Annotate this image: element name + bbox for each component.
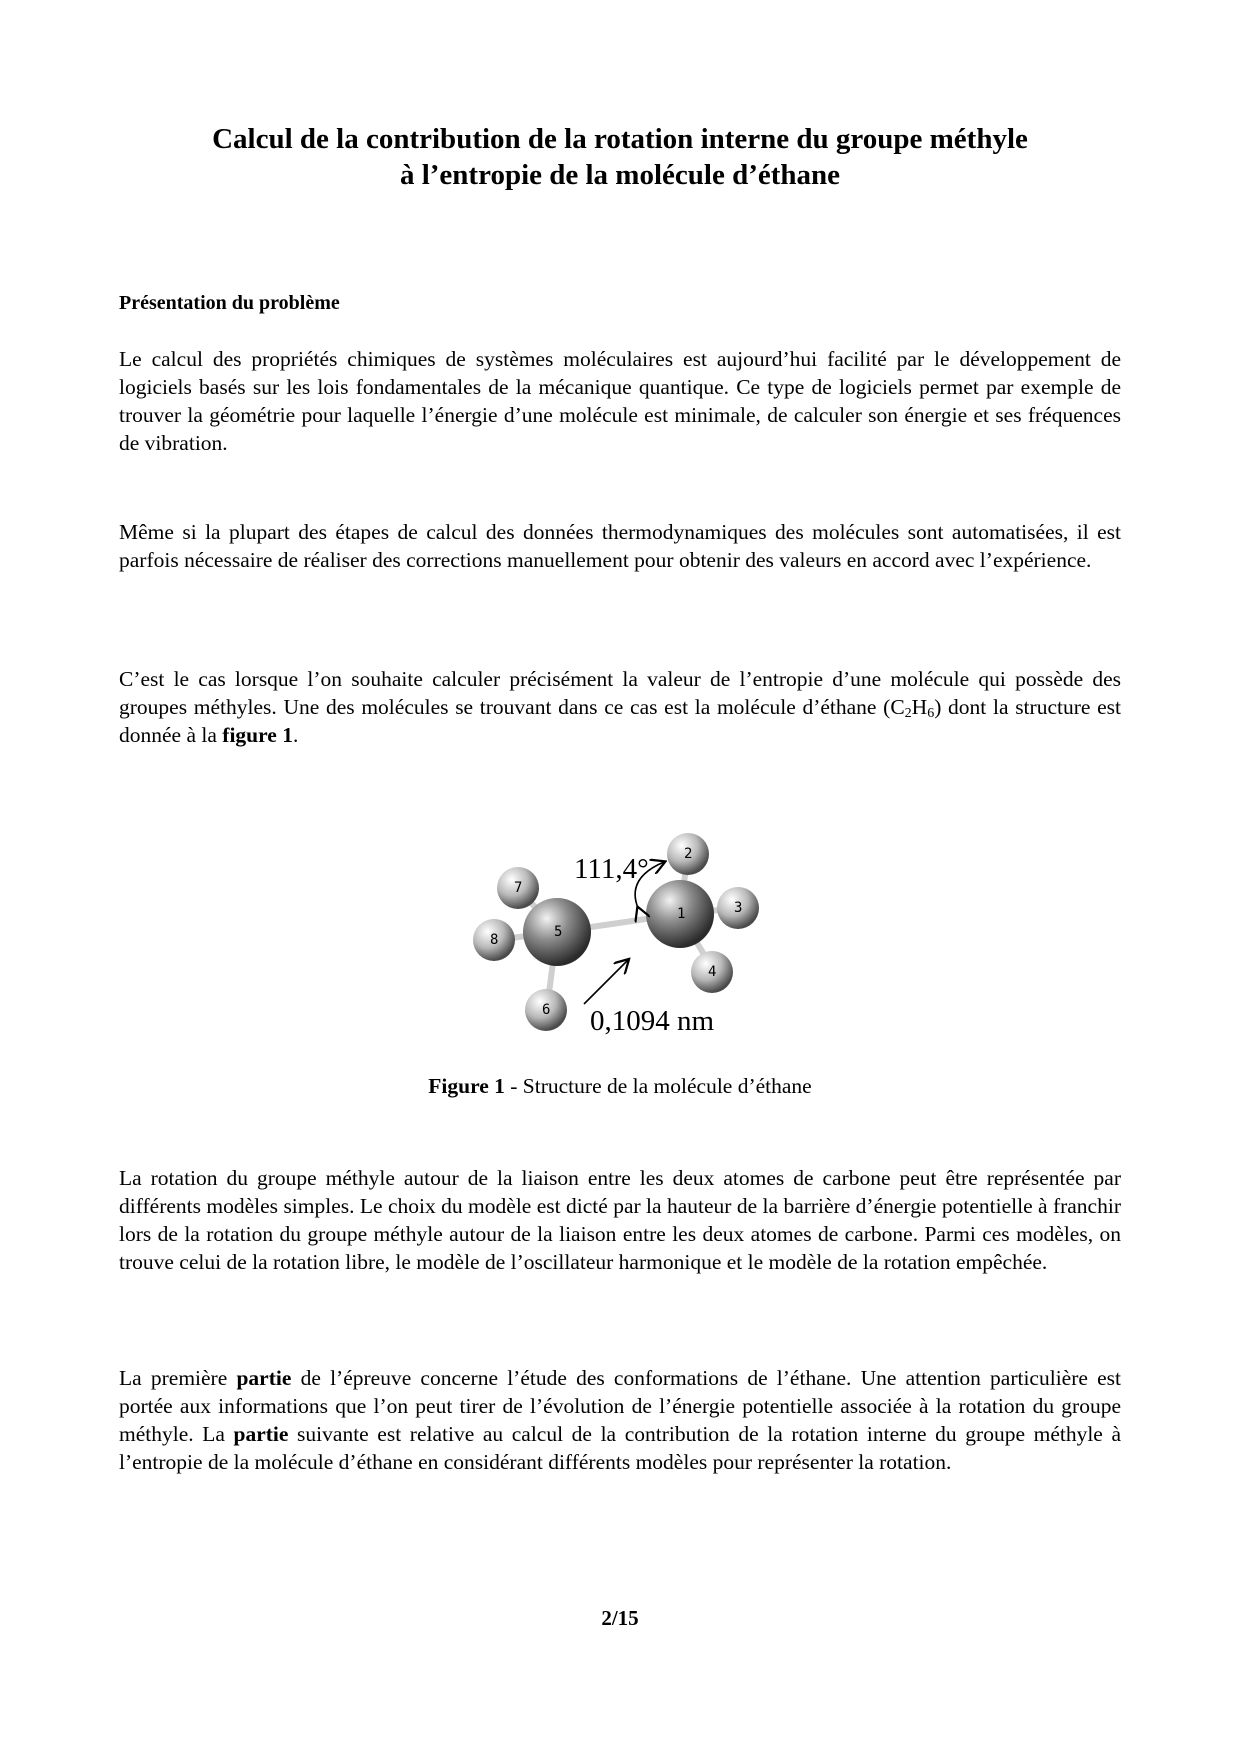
atom-label-2: 2 bbox=[684, 846, 693, 862]
paragraph-4: La rotation du groupe méthyle autour de la liaison entre les deux atomes de carbone peut être représentée par différents modèles simples. Le choix du modèle est dicté par la hauteur de la barrière d’énergie potentielle à franchir lors de la rotation du groupe méthyle autour de la liaison entre les deux atomes de carbone. Parmi ces modèles, on trouve celui de la rotation libre, le modèle de l’oscillateur harmonique et le modèle de la rotation empêchée. bbox=[119, 1166, 1121, 1274]
atom-label-6: 6 bbox=[542, 1002, 551, 1018]
angle-label: 111,4° bbox=[574, 853, 649, 885]
subscript-2: 2 bbox=[904, 706, 912, 721]
paragraph-1: Le calcul des propriétés chimiques de systèmes moléculaires est aujourd’hui facilité par le développement de logiciels basés sur les lois fondamentales de la mécanique quantique. Ce type de logiciels permet par exemple de trouver la géométrie pour laquelle l’énergie d’une molécule est minimale, de calculer son énergie et ses fréquences de vibration. bbox=[119, 347, 1121, 455]
bond-length-label: 0,1094 nm bbox=[590, 1005, 715, 1037]
paragraph-3-text-a: C’est le cas lorsque l’on souhaite calculer précisément la valeur de l’entropie d’une molécule qui possède des groupes méthyles. Une des molécules se trouvant dans ce cas est la molécule d’éthane (C bbox=[119, 667, 1121, 719]
atom-label-3: 3 bbox=[734, 900, 743, 916]
paragraph-3 bbox=[119, 665, 1121, 749]
atom-label-1: 1 bbox=[677, 906, 686, 922]
paragraph-5-text-c: suivante est relative au calcul de la contribution de la rotation interne du groupe méthyle à l’entropie de la molécule d’éthane en considérant différents modèles pour représenter la rotation. bbox=[119, 1422, 1121, 1474]
paragraph-5-text-a: La première bbox=[119, 1366, 237, 1390]
paragraph-3-text-d: . bbox=[292, 723, 299, 747]
page-number: 2/15 bbox=[601, 1606, 639, 1630]
bond-length-arrow bbox=[584, 960, 628, 1004]
subscript-6: 6 bbox=[927, 706, 935, 721]
figure-caption bbox=[0, 1074, 1240, 1099]
paragraph-5-bold-2: partie bbox=[233, 1422, 289, 1446]
atom-label-5: 5 bbox=[554, 924, 563, 940]
paragraph-3-text-b: H bbox=[911, 695, 928, 719]
atom-label-8: 8 bbox=[490, 932, 499, 948]
atom-label-4: 4 bbox=[708, 964, 717, 980]
figure-reference: figure 1 bbox=[222, 723, 293, 747]
atom-label-7: 7 bbox=[514, 880, 523, 896]
figure-caption-text: - Structure de la molécule d’éthane bbox=[504, 1074, 812, 1098]
figure-caption-label: Figure 1 bbox=[428, 1074, 505, 1098]
paragraph-5-bold-1: partie bbox=[236, 1366, 292, 1390]
paragraph-3-text-c: ) dont la structure est donnée à la bbox=[119, 695, 1121, 747]
ethane-molecule-figure bbox=[450, 790, 790, 1050]
paragraph-2: Même si la plupart des étapes de calcul des données thermodynamiques des molécules sont automatisées, il est parfois nécessaire de réaliser des corrections manuellement pour obtenir des valeurs en accord avec l’expérience. bbox=[119, 520, 1121, 572]
document-title-line-2: à l’entropie de la molécule d’éthane bbox=[399, 159, 841, 191]
document-title-line-1: Calcul de la contribution de la rotation interne du groupe méthyle bbox=[212, 123, 1028, 155]
paragraph-5 bbox=[119, 1364, 1121, 1476]
section-heading: Présentation du problème bbox=[119, 292, 340, 314]
paragraph-5-text-b: de l’épreuve concerne l’étude des conformations de l’éthane. Une attention particulière est portée aux informations que l’on peut tirer de l’évolution de l’énergie potentielle associée à la rotation du groupe méthyle. La bbox=[119, 1366, 1121, 1446]
